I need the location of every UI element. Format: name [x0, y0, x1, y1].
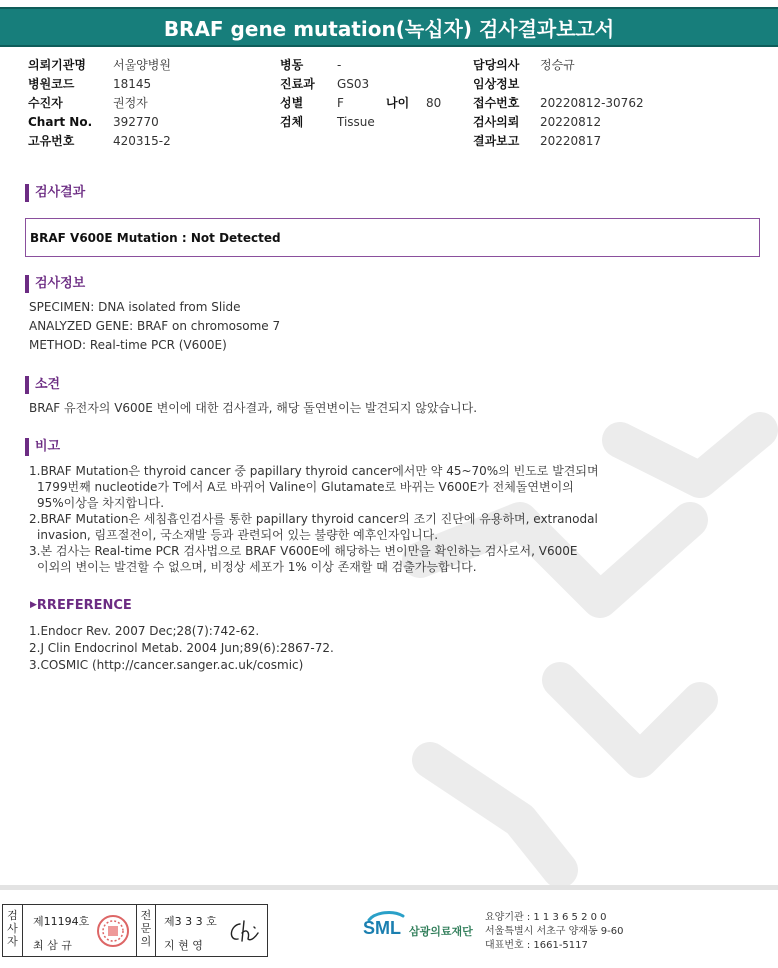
specialist-vertical-char: 전 [140, 909, 152, 922]
value-specimen: Tissue [337, 115, 375, 129]
section-heading-test-info: 검사정보 [25, 275, 85, 293]
label-clinical-info: 임상정보 [473, 77, 520, 91]
value-age: 80 [426, 96, 442, 110]
value-hospital-code: 18145 [113, 77, 152, 91]
info-column-1 [28, 56, 171, 151]
sml-logo-text: SML [363, 918, 401, 938]
label-request-date: 검사의뢰 [473, 115, 520, 129]
tester-vertical-char: 사 [7, 922, 18, 935]
remark-3-line-1: 3.본 검사는 Real-time PCR 검사법으로 BRAF V600E에 해당하는 변이만을 확인하는 검사로서, V600E [29, 544, 578, 558]
signature-box [2, 904, 268, 957]
section-heading-result: 검사결과 [25, 184, 85, 202]
tester-vertical-label [3, 905, 23, 956]
footer-separator [0, 885, 778, 890]
label-chart-no: Chart No. [28, 115, 93, 129]
specialist-name: 지 현 영 [164, 939, 203, 952]
remark-1-line-3: 95%이상을 차지합니다. [37, 496, 165, 510]
reference-item-1: 1.Endocr Rev. 2007 Dec;28(7):742-62. [29, 624, 260, 638]
remark-1-line-1: 1.BRAF Mutation은 thyroid cancer 중 papillary thyroid cancer에서만 약 45~70%의 빈도로 발견되며 [29, 464, 599, 478]
value-doctor: 정승규 [540, 58, 575, 72]
tester-vertical-char: 검 [7, 909, 18, 922]
specialist-vertical-char: 문 [140, 922, 152, 935]
label-sex: 성별 [280, 96, 304, 110]
label-age: 나이 [386, 96, 410, 110]
section-heading-reference [30, 598, 132, 613]
value-sex: F [337, 96, 344, 110]
value-ward: - [337, 58, 342, 72]
seal-stamp-icon [96, 914, 130, 948]
opinion-text: BRAF 유전자의 V600E 변이에 대한 검사결과, 해당 돌연변이는 발견되지 않았습니다. [29, 401, 478, 415]
remark-2-line-1: 2.BRAF Mutation은 세침흡인검사를 통한 papillary thyroid cancer의 조기 진단에 유용하며, extranodal [29, 512, 598, 526]
test-info-gene: ANALYZED GENE: BRAF on chromosome 7 [29, 319, 281, 333]
value-department: GS03 [337, 77, 370, 91]
info-column-3 [473, 56, 644, 151]
report-title: BRAF gene mutation(녹십자) 검사결과보고서 [0, 7, 778, 47]
reference-heading-text: RREFERENCE [36, 598, 132, 613]
specialist-vertical-label [136, 905, 156, 956]
label-requesting-institution: 의뢰기관명 [28, 58, 86, 72]
tester-vertical-char: 자 [7, 935, 18, 948]
label-accession-no: 접수번호 [473, 96, 520, 110]
info-column-2 [280, 56, 441, 132]
label-unique-id: 고유번호 [28, 134, 75, 148]
specialist-license: 제3 3 3 호 [164, 915, 217, 928]
reference-item-3: 3.COSMIC (http://cancer.sanger.ac.uk/cosmic) [29, 658, 304, 672]
remark-1-line-2: 1799번째 nucleotide가 T에서 A로 바뀌어 Valine이 Glutamate로 바뀌는 V600E가 전체돌연변이의 [37, 480, 574, 494]
section-heading-remarks: 비고 [25, 438, 60, 456]
test-info-block [29, 298, 280, 355]
remark-3-line-2: 이외의 변이는 발견할 수 없으며, 비정상 세포가 1% 이상 존재할 때 검출가능합니다. [37, 560, 477, 574]
triangle-bullet-icon: ▶ [30, 600, 37, 610]
label-ward: 병동 [280, 58, 304, 72]
value-report-date: 20220817 [540, 134, 602, 148]
org-address: 서울특별시 서초구 양재동 9-60 [485, 926, 624, 937]
specialist-vertical-char: 의 [140, 935, 152, 948]
org-name: 삼광의료재단 [409, 925, 473, 938]
label-patient: 수진자 [28, 96, 63, 110]
test-info-specimen: SPECIMEN: DNA isolated from Slide [29, 300, 241, 314]
result-box: BRAF V600E Mutation : Not Detected [25, 218, 760, 257]
section-heading-opinion: 소견 [25, 376, 60, 394]
test-info-method: METHOD: Real-time PCR (V600E) [29, 338, 227, 352]
value-chart-no: 392770 [113, 115, 159, 129]
reference-item-2: 2.J Clin Endocrinol Metab. 2004 Jun;89(6):2867-72. [29, 641, 334, 655]
signature-icon [226, 919, 262, 945]
value-patient: 권정자 [113, 96, 148, 110]
reference-list [29, 623, 334, 674]
tester-license: 제11194호 [33, 915, 90, 928]
label-hospital-code: 병원코드 [28, 77, 75, 91]
value-accession-no: 20220812-30762 [540, 96, 644, 110]
org-phone: 대표번호 : 1661-5117 [485, 940, 588, 951]
label-department: 진료과 [280, 77, 315, 91]
label-doctor: 담당의사 [473, 58, 520, 72]
org-code: 요양기관 : 1 1 3 6 5 2 0 0 [485, 912, 607, 923]
label-report-date: 결과보고 [473, 134, 520, 148]
remark-2-line-2: invasion, 림프절전이, 국소재발 등과 관련되어 있는 불량한 예후인자입니다. [37, 528, 439, 542]
value-request-date: 20220812 [540, 115, 602, 129]
org-info [485, 911, 624, 953]
remarks-block [29, 463, 599, 575]
value-unique-id: 420315-2 [113, 134, 171, 148]
label-specimen: 검체 [280, 115, 304, 129]
value-requesting-institution: 서울양병원 [113, 58, 171, 72]
tester-name: 최 삼 규 [33, 939, 72, 952]
